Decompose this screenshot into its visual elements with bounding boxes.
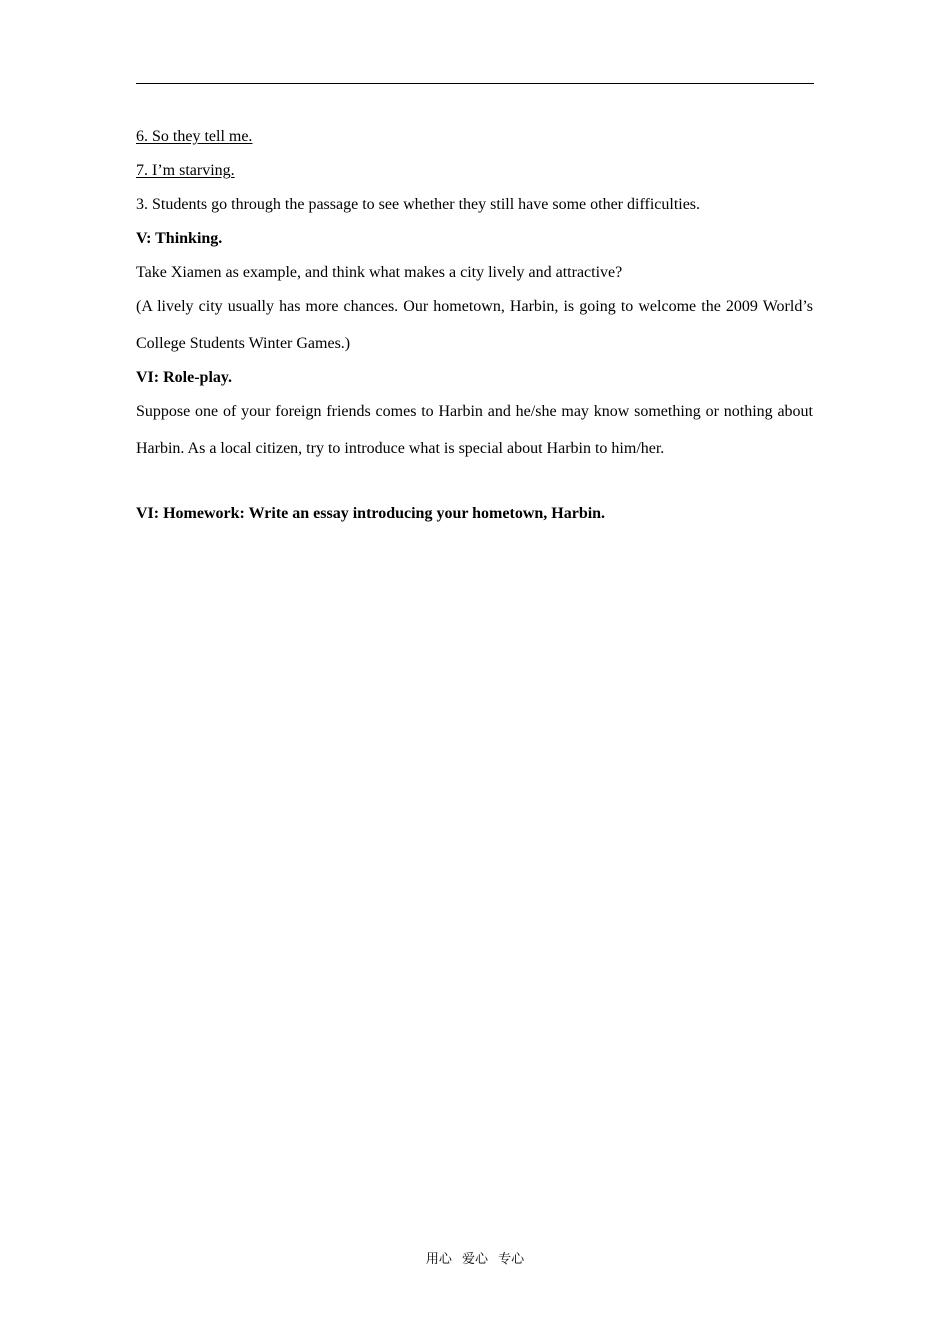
page-footer: 用心 爱心 专心	[425, 1252, 525, 1267]
document-body	[136, 124, 813, 535]
item-7: 7. I’m starving.	[136, 162, 235, 179]
step-3: 3. Students go through the passage to see whether they still have some other difficulties.	[136, 196, 701, 213]
thinking-question: Take Xiamen as example, and think what makes a city lively and attractive?	[136, 264, 623, 281]
roleplay-heading: VI: Role-play.	[136, 369, 232, 386]
homework-line: VI: Homework: Write an essay introducing your hometown, Harbin.	[136, 505, 606, 522]
thinking-heading: V: Thinking.	[136, 230, 223, 247]
blank-line	[136, 470, 813, 501]
header-rule	[136, 83, 814, 84]
item-6: 6. So they tell me.	[136, 128, 253, 145]
thinking-answer: (A lively city usually has more chances. Our hometown, Harbin, is going to welcome the 2009 World’s College Students Winter Games.)	[136, 298, 813, 352]
roleplay-text: Suppose one of your foreign friends comes to Harbin and he/she may know something or nothing about Harbin. As a local citizen, try to introduce what is special about Harbin to him/her.	[136, 403, 813, 457]
